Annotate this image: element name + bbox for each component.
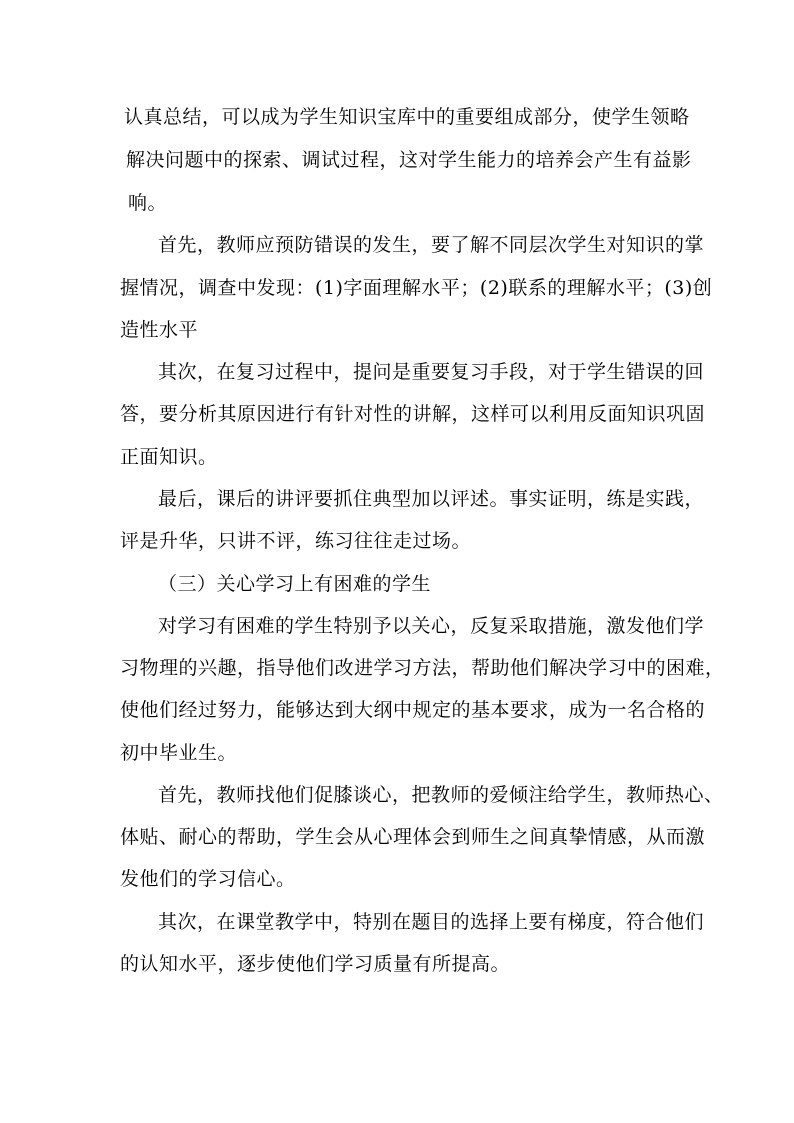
text-line: 体贴、耐心的帮助，学生会从心理体会到师生之间真挚情感，从而激 [120,826,706,848]
text-line: 造性水平 [120,319,199,341]
text-line: 首先，教师应预防错误的发生，要了解不同层次学生对知识的掌 [158,234,705,256]
text-line: 解决问题中的探索、调试过程，这对学生能力的培养会产生有益影 [126,149,692,171]
text-line: 习物理的兴趣，指导他们改进学习方法，帮助他们解决学习中的困难， [120,657,725,679]
text-line: 其次，在复习过程中，提问是重要复习手段，对于学生错误的回 [158,361,705,383]
text-line: 正面知识。 [120,446,218,468]
section-heading: （三）关心学习上有困难的学生 [158,573,432,595]
text-line: 其次，在课堂教学中，特别在题目的选择上要有梯度，符合他们 [158,911,705,933]
text-line: 评是升华，只讲不评，练习往往走过场。 [120,530,472,552]
text-line: 对学习有困难的学生特别予以关心，反复采取措施，激发他们学 [158,615,705,637]
text-line: 答，要分析其原因进行有针对性的讲解，这样可以利用反面知识巩固 [120,403,706,425]
text-line: 初中毕业生。 [120,742,238,764]
text-line: 响。 [128,192,168,214]
text-line: 握情况，调查中发现：(1)字面理解水平；(2)联系的理解水平；(3)创 [120,277,713,299]
text-line: 的认知水平，逐步使他们学习质量有所提高。 [120,953,511,975]
text-line: 使他们经过努力，能够达到大纲中规定的基本要求，成为一名合格的 [120,699,706,721]
text-line: 首先，教师找他们促膝谈心，把教师的爱倾注给学生，教师热心、 [158,784,724,806]
text-line: 最后，课后的讲评要抓住典型加以评述。事实证明，练是实践， [158,488,705,510]
text-line: 认真总结，可以成为学生知识宝库中的重要组成部分，使学生领略 [124,106,690,128]
text-line: 发他们的学习信心。 [120,868,296,890]
